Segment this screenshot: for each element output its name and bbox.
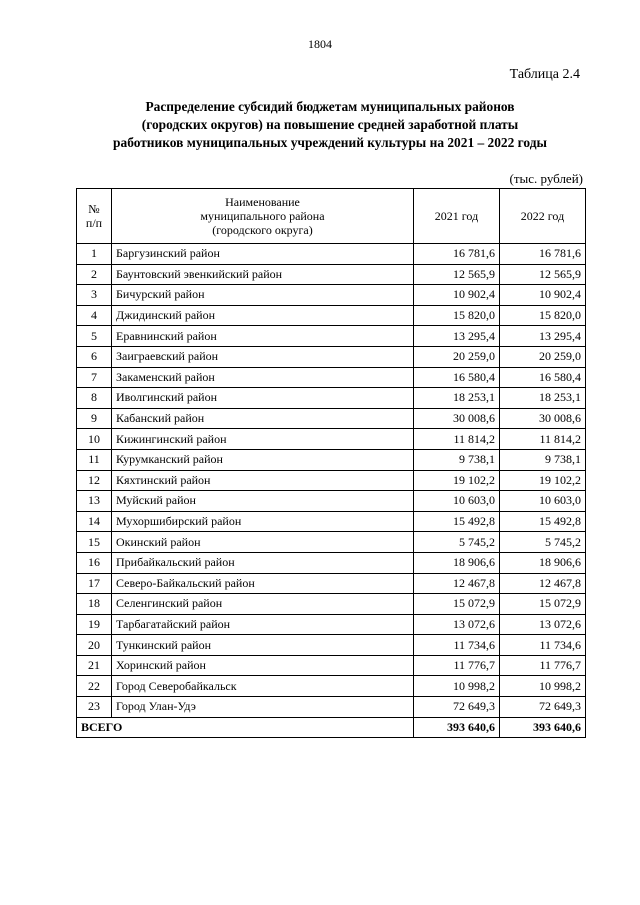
header-name-line3: (городского округа) — [212, 223, 313, 237]
row-value-2022: 9 738,1 — [500, 449, 586, 470]
row-number: 21 — [77, 655, 112, 676]
total-value-2021: 393 640,6 — [414, 717, 500, 737]
row-district-name: Курумканский район — [112, 449, 414, 470]
row-district-name: Кяхтинский район — [112, 470, 414, 491]
units-label: (тыс. рублей) — [509, 171, 583, 186]
row-value-2021: 30 008,6 — [414, 408, 500, 429]
table-body — [77, 244, 586, 718]
row-value-2021: 72 649,3 — [414, 697, 500, 718]
table-row — [77, 449, 586, 470]
row-district-name: Окинский район — [112, 532, 414, 553]
header-year-2022: 2022 год — [500, 189, 586, 244]
table-row — [77, 573, 586, 594]
row-value-2021: 10 998,2 — [414, 676, 500, 697]
table-row — [77, 655, 586, 676]
row-value-2021: 20 259,0 — [414, 346, 500, 367]
header-year-2021: 2021 год — [414, 189, 500, 244]
row-value-2021: 5 745,2 — [414, 532, 500, 553]
table-row — [77, 552, 586, 573]
row-value-2021: 18 906,6 — [414, 552, 500, 573]
row-district-name: Город Улан-Удэ — [112, 697, 414, 718]
row-district-name: Заиграевский район — [112, 346, 414, 367]
row-value-2021: 13 295,4 — [414, 326, 500, 347]
table-row — [77, 285, 586, 306]
row-value-2021: 16 781,6 — [414, 244, 500, 265]
row-number: 23 — [77, 697, 112, 718]
row-value-2021: 15 492,8 — [414, 511, 500, 532]
subsidy-table — [76, 188, 586, 738]
header-row — [77, 189, 586, 244]
table-row — [77, 532, 586, 553]
row-value-2022: 16 781,6 — [500, 244, 586, 265]
header-name-line2: муниципального района — [200, 209, 325, 223]
row-district-name: Тункинский район — [112, 635, 414, 656]
row-number: 3 — [77, 285, 112, 306]
row-value-2022: 10 902,4 — [500, 285, 586, 306]
row-value-2021: 13 072,6 — [414, 614, 500, 635]
row-value-2021: 12 565,9 — [414, 264, 500, 285]
row-value-2021: 10 902,4 — [414, 285, 500, 306]
row-district-name: Город Северобайкальск — [112, 676, 414, 697]
table-row — [77, 429, 586, 450]
row-value-2021: 11 734,6 — [414, 635, 500, 656]
row-value-2022: 10 998,2 — [500, 676, 586, 697]
row-district-name: Северо-Байкальский район — [112, 573, 414, 594]
header-number-line2: п/п — [85, 216, 103, 230]
row-district-name: Баунтовский эвенкийский район — [112, 264, 414, 285]
table-row — [77, 511, 586, 532]
row-value-2022: 5 745,2 — [500, 532, 586, 553]
table-row — [77, 367, 586, 388]
table-label: Таблица 2.4 — [509, 67, 580, 82]
header-name-line1: Наименование — [225, 195, 300, 209]
row-district-name: Баргузинский район — [112, 244, 414, 265]
total-value-2022: 393 640,6 — [500, 717, 586, 737]
row-number: 14 — [77, 511, 112, 532]
row-value-2022: 15 492,8 — [500, 511, 586, 532]
row-value-2022: 15 820,0 — [500, 305, 586, 326]
title-line-2: (городских округов) на повышение средней заработной платы — [141, 117, 519, 132]
row-value-2022: 15 072,9 — [500, 594, 586, 615]
row-number: 15 — [77, 532, 112, 553]
row-value-2021: 9 738,1 — [414, 449, 500, 470]
row-district-name: Джидинский район — [112, 305, 414, 326]
row-number: 12 — [77, 470, 112, 491]
row-value-2022: 11 734,6 — [500, 635, 586, 656]
row-value-2022: 11 776,7 — [500, 655, 586, 676]
row-value-2022: 19 102,2 — [500, 470, 586, 491]
row-district-name: Тарбагатайский район — [112, 614, 414, 635]
table-header — [77, 189, 586, 244]
title-line-1: Распределение субсидий бюджетам муниципальных районов — [145, 99, 515, 114]
row-district-name: Иволгинский район — [112, 388, 414, 409]
row-value-2021: 11 776,7 — [414, 655, 500, 676]
row-number: 20 — [77, 635, 112, 656]
row-value-2021: 16 580,4 — [414, 367, 500, 388]
table-row — [77, 408, 586, 429]
document-title — [40, 98, 620, 152]
row-value-2022: 20 259,0 — [500, 346, 586, 367]
table-row — [77, 676, 586, 697]
table-row — [77, 244, 586, 265]
row-district-name: Селенгинский район — [112, 594, 414, 615]
row-value-2022: 72 649,3 — [500, 697, 586, 718]
table-row — [77, 470, 586, 491]
table-row — [77, 635, 586, 656]
row-value-2021: 15 072,9 — [414, 594, 500, 615]
page-number: 1804 — [308, 37, 332, 51]
row-district-name: Мухоршибирский район — [112, 511, 414, 532]
table-row — [77, 388, 586, 409]
row-district-name: Муйский район — [112, 491, 414, 512]
row-number: 1 — [77, 244, 112, 265]
row-number: 7 — [77, 367, 112, 388]
row-number: 17 — [77, 573, 112, 594]
row-value-2021: 19 102,2 — [414, 470, 500, 491]
table-row — [77, 346, 586, 367]
row-value-2022: 12 467,8 — [500, 573, 586, 594]
row-value-2022: 13 072,6 — [500, 614, 586, 635]
table-row — [77, 264, 586, 285]
row-value-2022: 12 565,9 — [500, 264, 586, 285]
row-value-2022: 13 295,4 — [500, 326, 586, 347]
row-value-2021: 10 603,0 — [414, 491, 500, 512]
table-row — [77, 614, 586, 635]
total-row — [77, 717, 586, 737]
row-district-name: Еравнинский район — [112, 326, 414, 347]
row-number: 19 — [77, 614, 112, 635]
total-label: ВСЕГО — [77, 717, 414, 737]
row-number: 11 — [77, 449, 112, 470]
row-district-name: Хоринский район — [112, 655, 414, 676]
row-number: 2 — [77, 264, 112, 285]
table-row — [77, 697, 586, 718]
row-district-name: Закаменский район — [112, 367, 414, 388]
row-value-2022: 30 008,6 — [500, 408, 586, 429]
row-district-name: Прибайкальский район — [112, 552, 414, 573]
header-number — [77, 189, 112, 244]
header-number-line1: № — [88, 202, 100, 216]
row-number: 10 — [77, 429, 112, 450]
table-row — [77, 594, 586, 615]
table-row — [77, 305, 586, 326]
row-number: 9 — [77, 408, 112, 429]
row-number: 6 — [77, 346, 112, 367]
row-value-2021: 18 253,1 — [414, 388, 500, 409]
row-number: 8 — [77, 388, 112, 409]
title-line-3: работников муниципальных учреждений культуры на 2021 – 2022 годы — [113, 135, 547, 150]
row-value-2021: 12 467,8 — [414, 573, 500, 594]
row-district-name: Бичурский район — [112, 285, 414, 306]
table-row — [77, 491, 586, 512]
header-name — [112, 189, 414, 244]
row-value-2022: 18 253,1 — [500, 388, 586, 409]
row-number: 16 — [77, 552, 112, 573]
row-value-2021: 11 814,2 — [414, 429, 500, 450]
row-value-2022: 11 814,2 — [500, 429, 586, 450]
row-value-2022: 10 603,0 — [500, 491, 586, 512]
row-number: 22 — [77, 676, 112, 697]
row-number: 18 — [77, 594, 112, 615]
row-district-name: Кабанский район — [112, 408, 414, 429]
row-district-name: Кижингинский район — [112, 429, 414, 450]
row-value-2022: 16 580,4 — [500, 367, 586, 388]
row-value-2022: 18 906,6 — [500, 552, 586, 573]
table-row — [77, 326, 586, 347]
row-number: 13 — [77, 491, 112, 512]
row-number: 4 — [77, 305, 112, 326]
row-number: 5 — [77, 326, 112, 347]
row-value-2021: 15 820,0 — [414, 305, 500, 326]
